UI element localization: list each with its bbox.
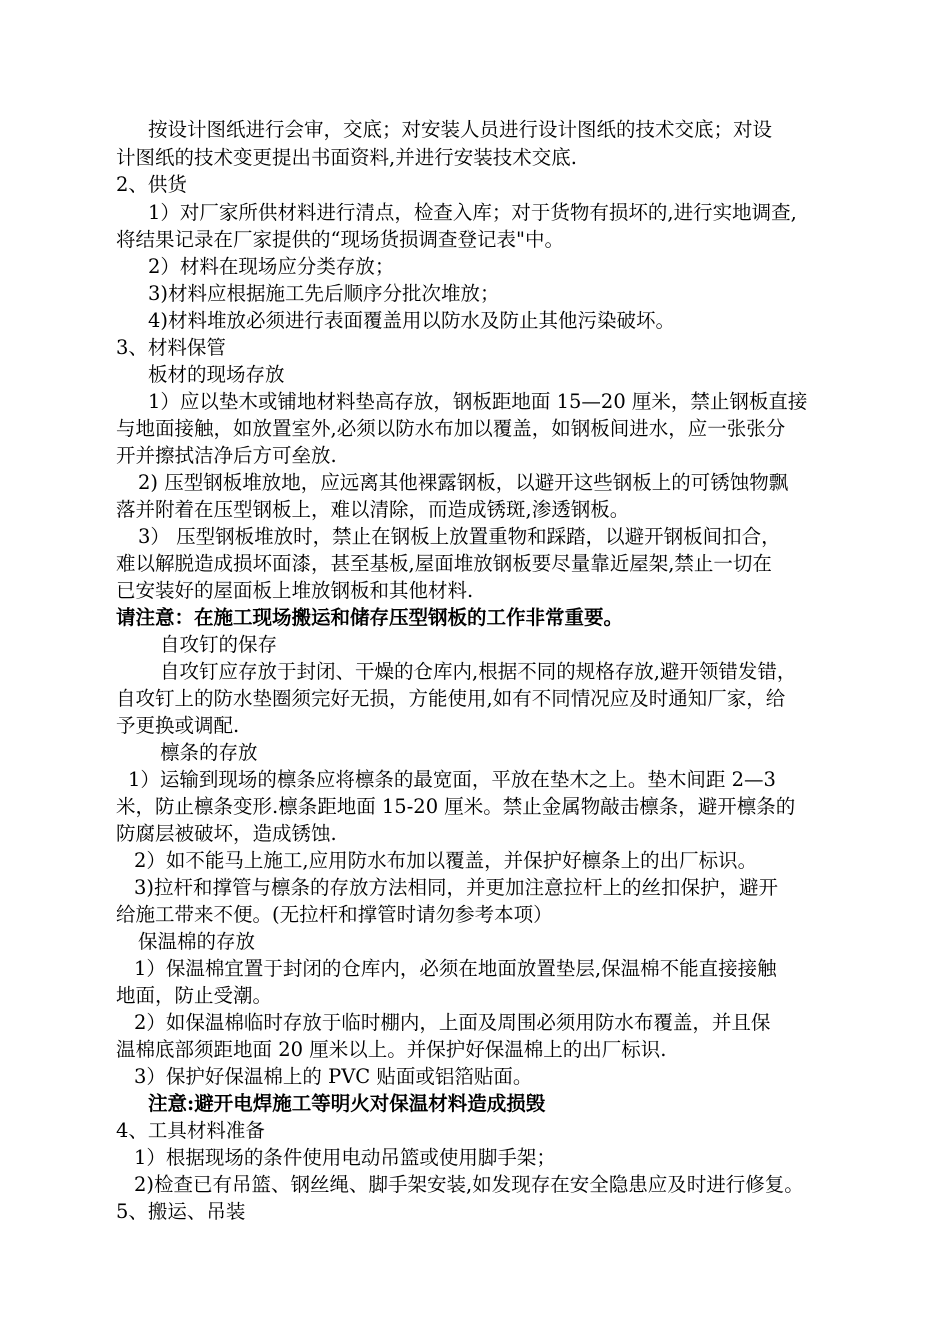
paragraph-line: 4)材料堆放必须进行表面覆盖用以防水及防止其他污染破坏。 — [148, 309, 676, 332]
paragraph-line: 给施工带来不便。(无拉杆和撑管时请勿参考本项） — [116, 903, 553, 926]
paragraph-line: 1）运输到现场的檩条应将檩条的最宽面，平放在垫木之上。垫木间距 2—3 — [128, 768, 776, 791]
section-heading: 5、搬运、吊装 — [116, 1200, 246, 1223]
paragraph-line: 开并擦拭洁净后方可垒放. — [116, 444, 337, 467]
paragraph-line: 3） 压型钢板堆放时，禁止在钢板上放置重物和踩踏，以避开钢板间扣合， — [138, 525, 781, 548]
warning-note: 注意:避开电焊施工等明火对保温材料造成损毁 — [148, 1092, 546, 1115]
paragraph-line: 与地面接触，如放置室外,必须以防水布加以覆盖，如钢板间进水，应一张张分 — [116, 417, 786, 440]
section-heading: 2、供货 — [116, 173, 187, 196]
paragraph-line: 温棉底部须距地面 20 厘米以上。并保护好保温棉上的出厂标识. — [116, 1038, 667, 1061]
paragraph-line: 2) 压型钢板堆放地，应远离其他裸露钢板，以避开这些钢板上的可锈蚀物飘 — [138, 471, 789, 494]
paragraph-line: 自攻钉应存放于封闭、干燥的仓库内,根据不同的规格存放,避开领错发错， — [160, 660, 797, 683]
paragraph-line: 计图纸的技术变更提出书面资料,并进行安装技术交底. — [116, 146, 577, 169]
paragraph-line: 1）应以垫木或铺地材料垫高存放，钢板距地面 15—20 厘米，禁止钢板直接 — [148, 390, 808, 413]
paragraph-line: 3)材料应根据施工先后顺序分批次堆放； — [148, 282, 500, 305]
paragraph-line: 落并附着在压型钢板上，难以清除，而造成锈斑,渗透钢板。 — [116, 498, 630, 521]
paragraph-line: 1）根据现场的条件使用电动吊篮或使用脚手架； — [134, 1146, 556, 1169]
paragraph-line: 地面，防止受潮。 — [116, 984, 273, 1007]
paragraph-line: 防腐层被破坏，造成锈蚀. — [116, 822, 337, 845]
section-heading: 3、材料保管 — [116, 336, 226, 359]
paragraph-line: 2）如保温棉临时存放于临时棚内，上面及周围必须用防水布覆盖，并且保 — [134, 1011, 771, 1034]
paragraph-line: 予更换或调配. — [116, 714, 240, 737]
paragraph-line: 2）材料在现场应分类存放； — [148, 255, 395, 278]
paragraph-line: 将结果记录在厂家提供的“现场货损调查登记表"中。 — [116, 228, 564, 251]
subsection-heading: 板材的现场存放 — [148, 363, 285, 386]
paragraph-line: 难以解脱造成损坏面漆，甚至基板,屋面堆放钢板要尽量靠近屋架,禁止一切在 — [116, 552, 772, 575]
paragraph-line: 已安装好的屋面板上堆放钢板和其他材料. — [116, 579, 474, 602]
paragraph-line: 2)检查已有吊篮、钢丝绳、脚手架安装,如发现存在安全隐患应及时进行修复。 — [134, 1173, 804, 1196]
paragraph-line: 米，防止檩条变形.檩条距地面 15-20 厘米。禁止金属物敲击檩条，避开檩条的 — [116, 795, 796, 818]
paragraph-line: 1）保温棉宜置于封闭的仓库内，必须在地面放置垫层,保温棉不能直接接触 — [134, 957, 777, 980]
subsection-heading: 自攻钉的保存 — [160, 633, 278, 656]
paragraph-line: 自攻钉上的防水垫圈须完好无损，方能使用,如有不同情况应及时通知厂家，给 — [116, 687, 786, 710]
subsection-heading: 保温棉的存放 — [138, 930, 256, 953]
paragraph-line: 按设计图纸进行会审，交底；对安装人员进行设计图纸的技术交底；对设 — [148, 118, 773, 141]
important-note: 请注意：在施工现场搬运和储存压型钢板的工作非常重要。 — [116, 606, 624, 629]
paragraph-line: 3)拉杆和撑管与檩条的存放方法相同，并更加注意拉杆上的丝扣保护，避开 — [134, 876, 779, 899]
paragraph-line: 3）保护好保温棉上的 PVC 贴面或铝箔贴面。 — [134, 1065, 533, 1088]
subsection-heading: 檩条的存放 — [160, 741, 258, 764]
paragraph-line: 1）对厂家所供材料进行清点，检查入库；对于货物有损坏的,进行实地调查, — [148, 201, 797, 224]
section-heading: 4、工具材料准备 — [116, 1119, 265, 1142]
paragraph-line: 2）如不能马上施工,应用防水布加以覆盖，并保护好檩条上的出厂标识。 — [134, 849, 758, 872]
